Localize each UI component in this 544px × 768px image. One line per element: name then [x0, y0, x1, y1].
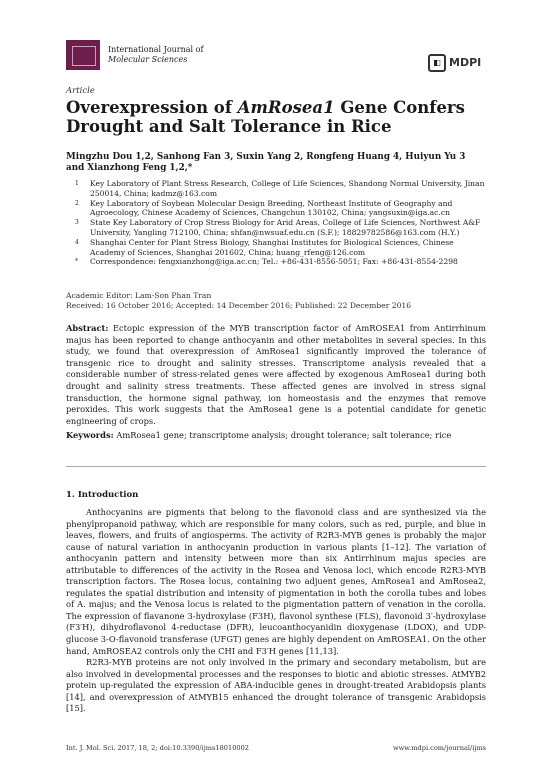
- academic-editor: Academic Editor: Lam-Son Phan Tran: [66, 291, 212, 300]
- affiliation-text: Key Laboratory of Plant Stress Research, College of Life Sciences, Shandong Normal University, Jinan 250014, China; kadmz@163.com: [90, 179, 485, 198]
- paper-title: [66, 98, 486, 136]
- title-part-2: Gene Confers Drought and Salt Tolerance in Rice: [66, 98, 465, 136]
- publisher-logo: [428, 52, 484, 68]
- footer-citation: Int. J. Mol. Sci. 2017, 18, 2; doi:10.3390/ijms18010002: [66, 744, 249, 752]
- abstract-text: Ectopic expression of the MYB transcription factor of AmROSEA1 from Antirrhinum majus has been reported to change anthocyanin and other metabolites in several species. In this study, we found that overexpression of AmRosea1 significantly improved the tolerance of transgenic rice to drought and salinity stresses. Transcriptome analysis revealed that a considerable number of stress-related genes were affected by exogenous AmRosea1 during both drought and salinity stress treatments. These affected genes are involved in stress signal transduction, the hormone signal pathway, ion homeostasis and the enzymes that remove peroxides. This work suggests that the AmRosea1 gene is a potential candidate for genetic engineering of crops.: [66, 323, 486, 426]
- paragraph: Anthocyanins are pigments that belong to the flavonoid class and are synthesized via the phenylpropanoid pathway, which are responsible for many colors, such as red, purple, and blue in leaves, flowers, and fruits of angiosperms. The activity of R2R3-MYB genes is probably the major cause of natural variation in anthocyanin production in various plants [1–12]. The variation of anthocyanin pattern and intensity between more than six Antirrhinum majus species are attributable to differences of the activity in the Rosea and Venosa loci, which encode R2R3-MYB transcription factors. The Rosea locus, containing two adjuent genes, AmRosea1 and AmRosea2, regulates the spatial distribution and intensity of pigmentation in both the corolla tubes and lobes of A. majus; and the Venosa locus is related to the pigmentation pattern of venation in the corolla. The expression of flavanone 3-hydroxylase (F3H), flavonol synthese (FLS), flavonoid 3′-hydroxylase (F3′H), dihydroflavonol 4-reductase (DFR), leucoanthocyanidin dioxygenase (LDOX), and UDP-glucose 3-O-flavonoid transferase (UFGT) genes are highly dependent on AmROSEA1. On the other hand, AmROSEA2 controls only the CHI and F3′H genes [11,13].: [66, 507, 486, 656]
- journal-logo: [66, 40, 100, 70]
- title-part-1: Overexpression of: [66, 98, 238, 117]
- article-type: Article: [66, 86, 95, 96]
- keywords-label: Keywords:: [66, 430, 114, 440]
- author-list: Mingzhu Dou 1,2, Sanhong Fan 3, Suxin Yang 2, Rongfeng Huang 4, Huiyun Yu 3 and Xianzhong Feng 1,2,*: [66, 152, 466, 173]
- affiliation-number: 3: [75, 219, 79, 227]
- section-divider: [66, 466, 486, 467]
- affiliation-item: [66, 179, 486, 199]
- publication-dates: [66, 291, 486, 311]
- footer-url[interactable]: www.mdpi.com/journal/ijms: [393, 744, 486, 752]
- correspondence-text: Correspondence: fengxianzhong@iga.ac.cn; Tel.: +86-431-8556-5051; Fax: +86-431-8554-2298: [90, 257, 458, 267]
- history-dates: Received: 16 October 2016; Accepted: 14 December 2016; Published: 22 December 2016: [66, 301, 412, 310]
- paragraph: R2R3-MYB proteins are not only involved in the primary and secondary metabolism, but are also involved in developmental processes and the responses to biotic and abiotic stresses. AtMYB2 protein up-regulated the expression of ABA-inducible genes in drought-treated Arabidopsis plants [14], and overexpression of AtMYB15 enhanced the drought tolerance of transgenic Arabidopsis [15].: [66, 657, 486, 714]
- affiliation-number: 1: [75, 180, 79, 187]
- publisher-name: MDPI: [449, 56, 482, 69]
- section-heading: 1. Introduction: [66, 490, 139, 500]
- affiliation-text: Shanghai Center for Plant Stress Biology, Shanghai Institutes for Biological Sciences, Chinese Academy of Sciences, Shanghai 201602, China; huang_rfeng@126.com: [90, 237, 454, 257]
- journal-name: [108, 45, 203, 65]
- affiliation-item: [66, 218, 486, 238]
- affiliation-text: State Key Laboratory of Crop Stress Biology for Arid Areas, College of Life Sciences, Northwest A&F University, Yangling 712100, China; shfan@nwsuaf.edu.cn (S.F.); 18829782586@163.com (H.Y.): [90, 218, 481, 237]
- keywords-text: AmRosea1 gene; transcriptome analysis; drought tolerance; salt tolerance; rice: [116, 430, 452, 440]
- affiliation-number: 2: [75, 199, 79, 207]
- affiliation-text: Key Laboratory of Soybean Molecular Design Breeding, Northeast Institute of Geography and Agroecology, Chinese Academy of Sciences, Changchun 130102, China; yangsuxin@iga.ac.cn: [90, 198, 453, 218]
- abstract-label: Abstract:: [66, 323, 109, 333]
- keywords: [66, 430, 486, 441]
- title-part-gene: AmRosea1: [237, 98, 335, 117]
- correspondence: [66, 257, 486, 267]
- journal-name-line1: International Journal of: [108, 45, 204, 54]
- affiliations: [66, 179, 486, 267]
- mdpi-mark-icon: ◧: [428, 54, 446, 72]
- affiliation-item: [66, 238, 486, 258]
- journal-name-line2: Molecular Sciences: [108, 55, 188, 64]
- affiliation-number: 4: [75, 238, 79, 246]
- abstract: [66, 323, 486, 427]
- affiliation-number: *: [75, 258, 78, 266]
- affiliation-item: [66, 199, 486, 219]
- body-text: [66, 507, 486, 715]
